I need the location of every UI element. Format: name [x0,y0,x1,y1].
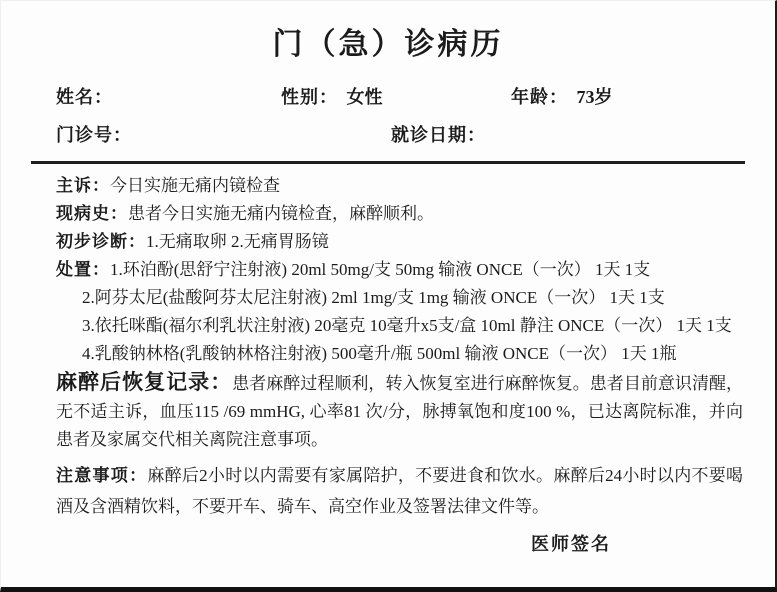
disposition-line-2 [56,284,743,312]
preliminary-diagnosis [56,228,743,256]
age-value: 73岁 [576,87,613,107]
visit-date-field [391,121,745,147]
preliminary-diagnosis-text: 1.无痛取卵 2.无痛胃肠镜 [146,232,329,251]
document-title: 门（急）诊病历 [272,28,504,61]
recovery-record-text: 患者麻醉过程顺利，转入恢复室进行麻醉恢复。患者目前意识清醒，无不适主诉，血压115 /69 mmHG, 心率81 次/分，脉搏氧饱和度100 %，已达离院标准，并向患者及家属交代相关离院注意事项。 [56,374,744,449]
precautions [56,460,743,522]
age-field [511,83,745,109]
visit-date-label: 就诊日期： [391,125,486,145]
disposition-line-1 [56,256,743,284]
name-label: 姓名： [56,87,113,107]
age-label: 年龄： [511,87,568,107]
disposition-label: 处置： [56,260,110,279]
disposition-item-1: 1.环泊酚(思舒宁注射液) 20ml 50mg/支 50mg 输液 ONCE（一次） 1天 1支 [110,260,651,279]
chief-complaint [56,172,743,200]
present-illness [56,200,743,228]
present-illness-text: 患者今日实施无痛内镜检査，麻醉顺利。 [128,204,434,223]
gender-value: 女性 [346,87,383,107]
chief-complaint-text: 今日实施无痛内镜检查 [110,176,280,195]
patient-info-row [1,83,775,109]
gender-label: 性别： [281,87,338,107]
disposition-item-3: 3.依托咪酯(福尔利乳状注射液) 20毫克 10毫升x5支/盒 10ml 静注 ONCE（一次） 1天 1支 [82,316,732,335]
visit-info-row [1,121,775,147]
disposition-item-4: 4.乳酸钠林格(乳酸钠林格注射液) 500毫升/瓶 500ml 输液 ONCE（一次） 1天 1瓶 [82,344,677,363]
precautions-text: 麻醉后2小时以内需要有家属陪护，不要进食和饮水。麻醉后24小时以内不要喝酒及含酒精饮料，不要开车、骑车、高空作业及签署法律文件等。 [56,466,744,516]
record-body [1,164,775,558]
preliminary-diagnosis-label: 初步诊断： [56,232,146,251]
disposition-line-4 [56,340,743,368]
disposition-line-3 [56,312,743,340]
gender-field [281,83,511,109]
outpatient-number-label: 门诊号： [56,125,132,145]
outpatient-number-field [56,121,391,147]
recovery-record-label: 麻醉后恢复记录： [56,370,233,394]
precautions-label: 注意事项： [56,466,148,485]
physician-signature-label: 医师签名 [531,534,611,554]
chief-complaint-label: 主诉： [56,176,110,195]
name-field [56,83,281,109]
present-illness-label: 现病史： [56,204,128,223]
recovery-record [56,368,743,454]
disposition-item-2: 2.阿芬太尼(盐酸阿芬太尼注射液) 2ml 1mg/支 1mg 输液 ONCE（一次） 1天 1支 [82,288,665,307]
